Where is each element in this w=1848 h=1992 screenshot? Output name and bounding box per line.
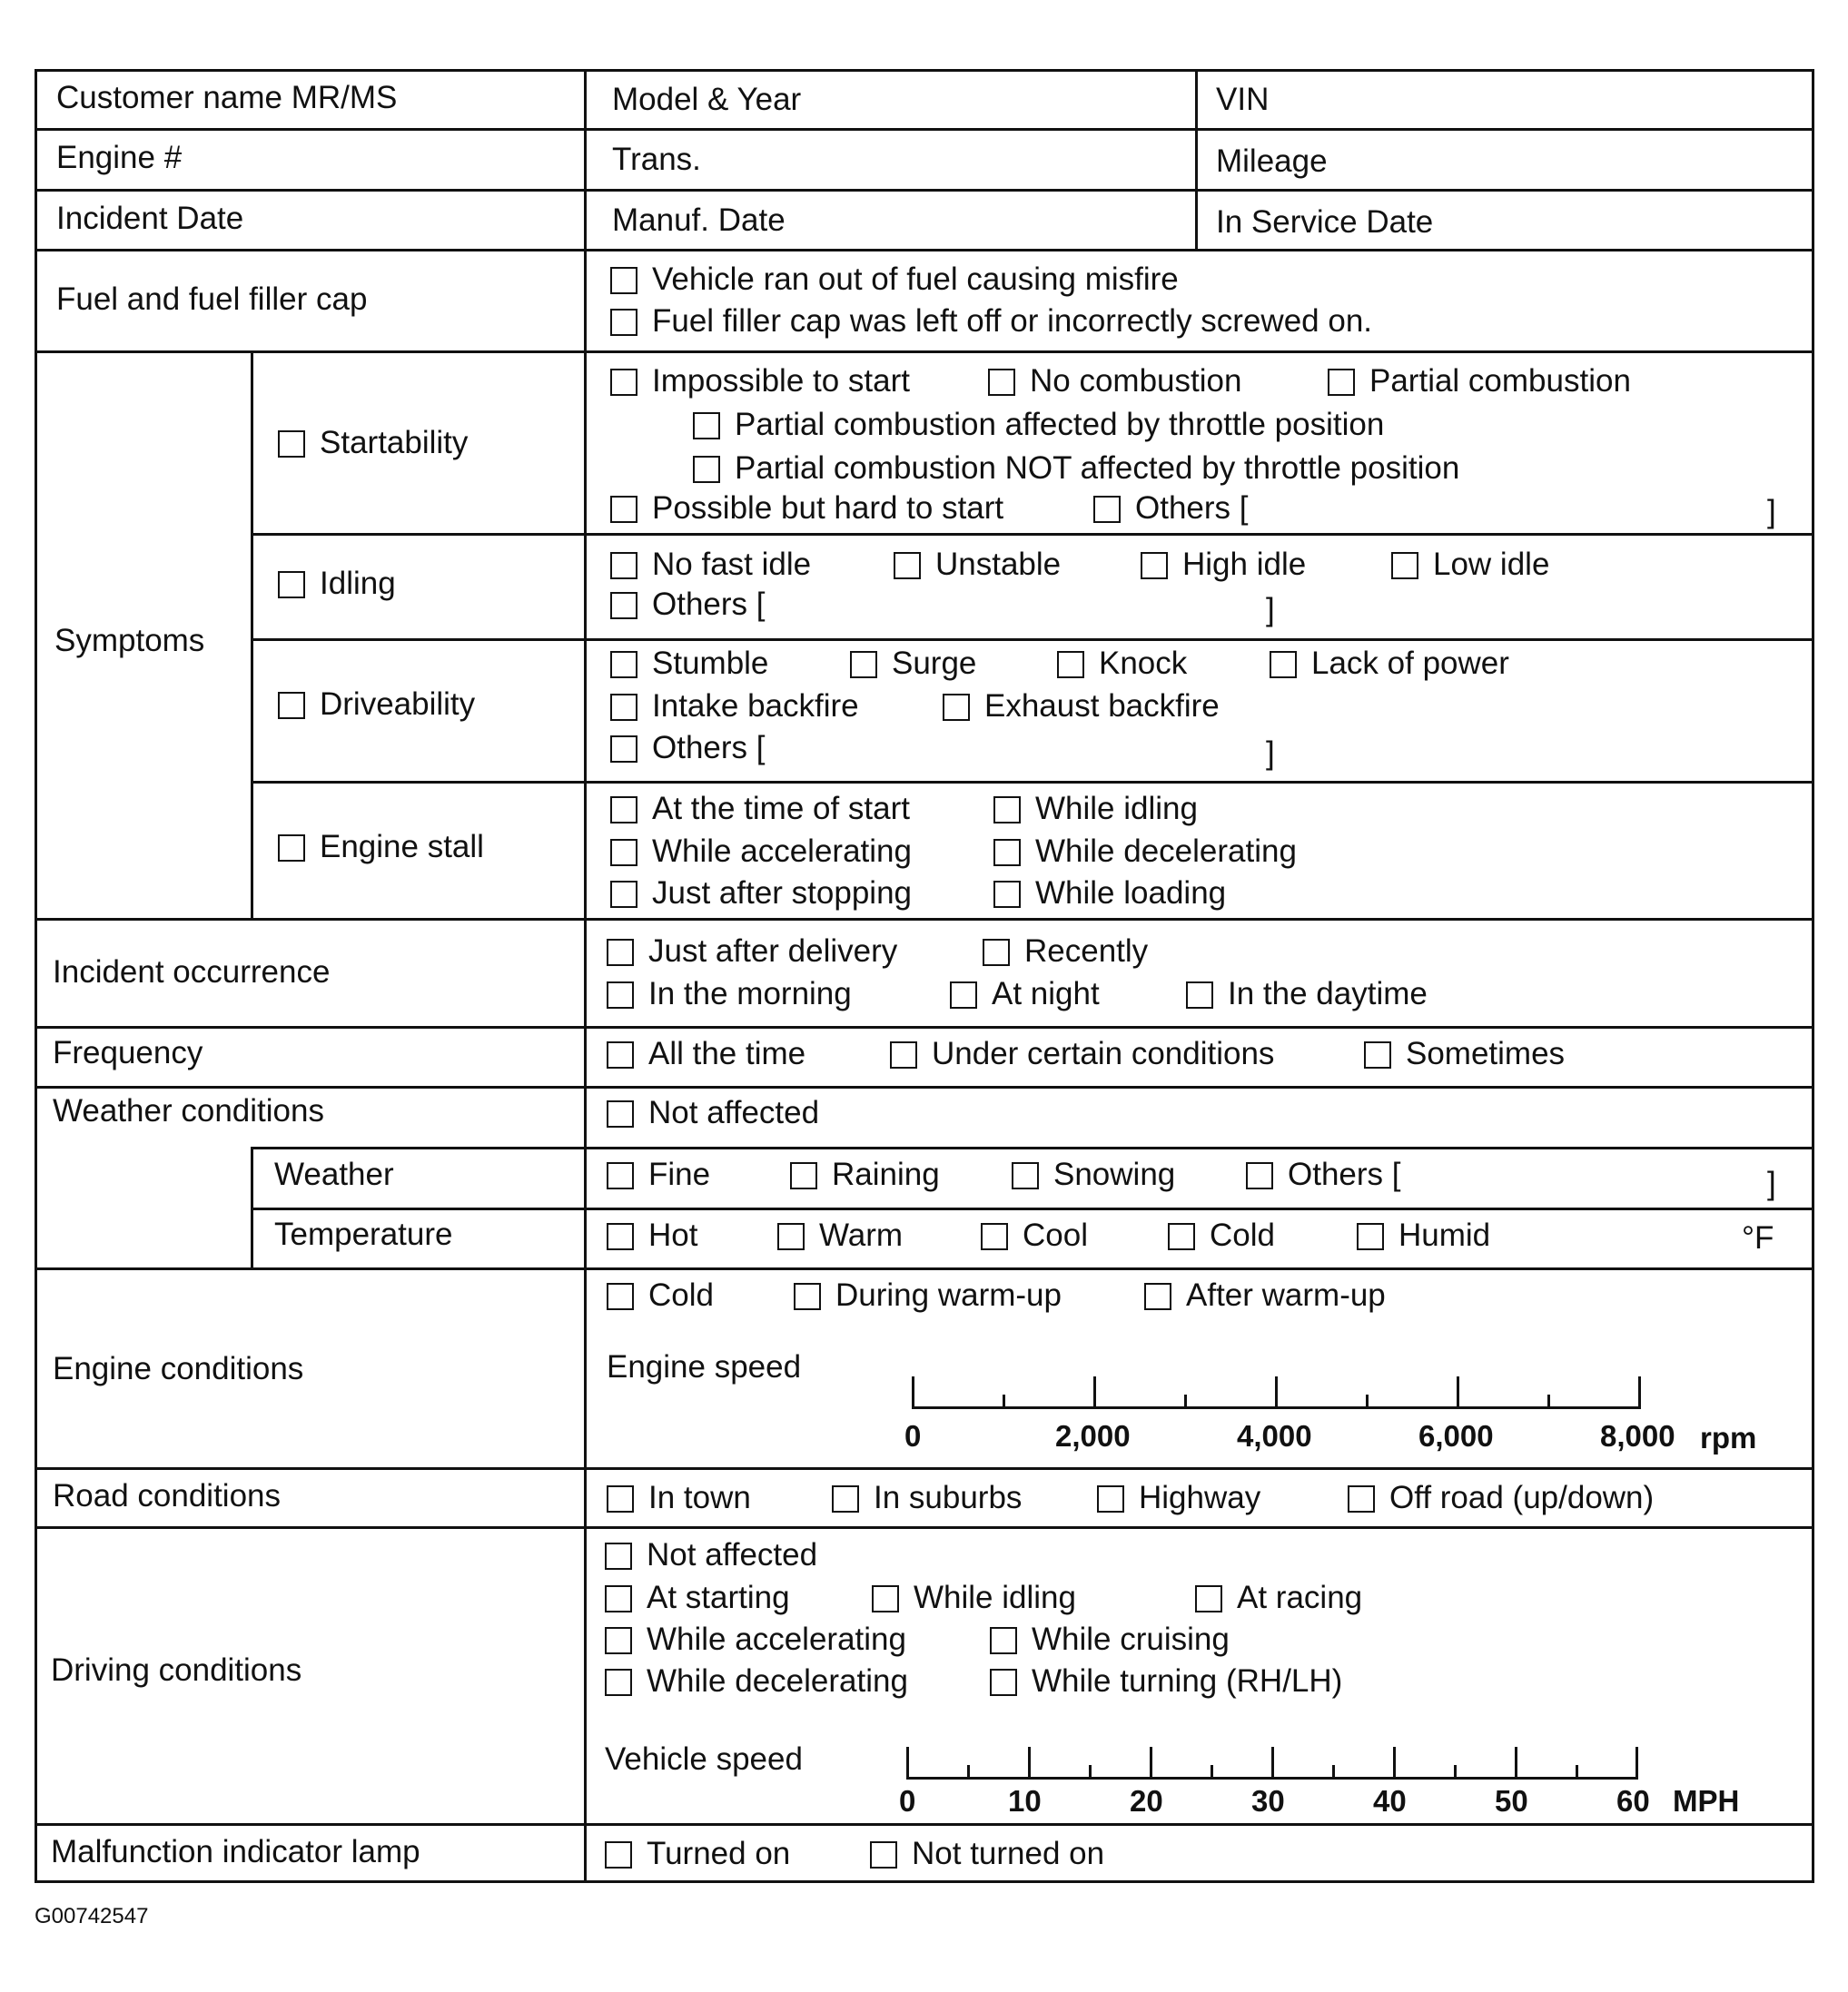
engine-stall-option-label: While decelerating — [1035, 833, 1297, 869]
engine-condition-checkbox[interactable] — [607, 1283, 634, 1310]
engine-stall-option-label: While loading — [1035, 875, 1227, 911]
driving-conditions-label: Driving conditions — [51, 1652, 302, 1688]
weather-others-label: Others [ — [1288, 1157, 1401, 1192]
engine-speed-major-tick — [1275, 1376, 1278, 1409]
closing-bracket: ] — [1767, 1166, 1776, 1201]
form-border-top — [35, 69, 1814, 72]
driveability-label: Driveability — [320, 686, 476, 722]
temperature-option-checkbox[interactable] — [981, 1223, 1008, 1250]
vehicle-speed-major-tick — [906, 1747, 909, 1780]
startability-option-checkbox[interactable] — [693, 456, 720, 483]
road-option-checkbox[interactable] — [832, 1485, 859, 1513]
row-rule — [35, 1267, 1814, 1270]
frequency-label: Frequency — [53, 1035, 203, 1070]
weather-option-checkbox[interactable] — [790, 1162, 817, 1189]
mil-option-label: Turned on — [647, 1836, 791, 1871]
startability-option-checkbox[interactable] — [1328, 369, 1355, 396]
fuel-option-checkbox[interactable] — [610, 267, 637, 294]
startability-label: Startability — [320, 425, 469, 460]
vehicle-speed-major-tick — [1271, 1747, 1274, 1780]
fuel-option-label: Fuel filler cap was left off or incorrectly screwed on. — [652, 303, 1373, 339]
driving-not-affected-checkbox[interactable] — [605, 1543, 632, 1570]
incident-option-checkbox[interactable] — [950, 981, 977, 1009]
temperature-label: Temperature — [274, 1217, 453, 1252]
row-rule — [35, 350, 1814, 353]
idling-others-label: Others [ — [652, 587, 766, 622]
engine-speed-tick-label: 8,000 — [1600, 1419, 1675, 1453]
vehicle-speed-major-tick — [1636, 1747, 1638, 1780]
driveability-option-label: Intake backfire — [652, 688, 859, 724]
idling-option-label: Low idle — [1433, 547, 1550, 582]
row-rule — [35, 128, 1814, 131]
temperature-option-label: Warm — [819, 1218, 904, 1253]
engine-speed-major-tick — [1457, 1376, 1459, 1409]
row-rule — [251, 638, 1814, 641]
model-year-label: Model & Year — [612, 82, 802, 117]
engine-speed-minor-tick — [1184, 1395, 1187, 1409]
weather-label: Weather — [274, 1157, 394, 1192]
vehicle-speed-major-tick — [1150, 1747, 1152, 1780]
driveability-option-checkbox[interactable] — [943, 694, 970, 721]
engine-speed-minor-tick — [1003, 1395, 1005, 1409]
row-rule — [584, 1147, 1814, 1149]
startability-option-label: Impossible to start — [652, 363, 910, 399]
mil-option-checkbox[interactable] — [870, 1841, 897, 1869]
engine-speed-major-tick — [1638, 1376, 1641, 1409]
startability-option-label: Possible but hard to start — [652, 490, 1004, 526]
idling-option-checkbox[interactable] — [894, 552, 921, 579]
weather-option-checkbox[interactable] — [607, 1162, 634, 1189]
incident-option-label: At night — [992, 976, 1100, 1011]
road-conditions-label: Road conditions — [53, 1478, 281, 1514]
driveability-option-checkbox[interactable] — [1057, 651, 1084, 678]
engine-speed-tick-label: 4,000 — [1237, 1419, 1312, 1453]
idling-others-checkbox[interactable] — [610, 592, 637, 619]
vehicle-speed-tick-label: 30 — [1251, 1784, 1285, 1818]
column-divider-header — [1195, 69, 1198, 251]
frequency-option-checkbox[interactable] — [890, 1041, 917, 1069]
incident-option-label: In the morning — [648, 976, 852, 1011]
row-rule — [35, 1823, 1814, 1826]
road-option-label: Off road (up/down) — [1389, 1480, 1655, 1515]
engine-speed-major-tick — [912, 1376, 914, 1409]
engine-stall-option-label: While accelerating — [652, 833, 912, 869]
mil-option-checkbox[interactable] — [605, 1841, 632, 1869]
driveability-checkbox[interactable] — [278, 692, 305, 719]
frequency-option-label: Under certain conditions — [932, 1036, 1275, 1071]
frequency-option-checkbox[interactable] — [1364, 1041, 1391, 1069]
form-border-bottom — [35, 1880, 1814, 1883]
weather-not-affected-checkbox[interactable] — [607, 1100, 634, 1128]
vehicle-speed-tick-label: 10 — [1008, 1784, 1042, 1818]
driveability-option-label: Lack of power — [1311, 646, 1509, 681]
in-service-date-label: In Service Date — [1216, 204, 1434, 240]
driving-option-label: While cruising — [1032, 1622, 1230, 1657]
row-rule — [35, 1467, 1814, 1470]
form-border-right — [1812, 69, 1814, 1883]
closing-bracket: ] — [1767, 494, 1776, 529]
road-option-label: In suburbs — [874, 1480, 1023, 1515]
diagnostic-questionnaire-form — [35, 69, 1814, 1883]
vehicle-speed-minor-tick — [1211, 1765, 1213, 1780]
mileage-label: Mileage — [1216, 143, 1328, 179]
engine-number-label: Engine # — [56, 140, 183, 175]
engine-condition-label: Cold — [648, 1277, 714, 1313]
vehicle-speed-minor-tick — [967, 1765, 970, 1780]
idling-option-checkbox[interactable] — [1141, 552, 1168, 579]
startability-option-label: No combustion — [1030, 363, 1242, 399]
incident-option-checkbox[interactable] — [1186, 981, 1213, 1009]
startability-others-checkbox[interactable] — [1093, 496, 1121, 523]
driveability-option-label: Stumble — [652, 646, 769, 681]
engine-speed-minor-tick — [1547, 1395, 1550, 1409]
form-border-left — [35, 69, 37, 1883]
vehicle-speed-tick-label: 20 — [1130, 1784, 1163, 1818]
driving-option-checkbox[interactable] — [990, 1627, 1017, 1654]
row-rule — [251, 533, 1814, 536]
engine-condition-checkbox[interactable] — [1144, 1283, 1171, 1310]
vehicle-speed-minor-tick — [1576, 1765, 1578, 1780]
driveability-option-checkbox[interactable] — [1270, 651, 1297, 678]
vehicle-speed-minor-tick — [1089, 1765, 1092, 1780]
row-rule — [251, 1208, 1814, 1210]
driving-option-checkbox[interactable] — [605, 1669, 632, 1696]
manuf-date-label: Manuf. Date — [612, 202, 786, 238]
road-option-checkbox[interactable] — [607, 1485, 634, 1513]
temperature-option-label: Humid — [1398, 1218, 1491, 1253]
road-option-checkbox[interactable] — [1348, 1485, 1375, 1513]
frequency-option-checkbox[interactable] — [607, 1041, 634, 1069]
engine-stall-option-checkbox[interactable] — [993, 881, 1021, 908]
fuel-option-label: Vehicle ran out of fuel causing misfire — [652, 261, 1179, 297]
idling-option-checkbox[interactable] — [1391, 552, 1418, 579]
figure-id: G00742547 — [35, 1904, 149, 1928]
temperature-unit: °F — [1742, 1220, 1774, 1256]
driving-option-label: While idling — [914, 1580, 1076, 1615]
row-rule — [251, 781, 1814, 784]
driveability-option-label: Knock — [1099, 646, 1188, 681]
frequency-option-label: Sometimes — [1406, 1036, 1566, 1071]
incident-occurrence-label: Incident occurrence — [53, 954, 331, 990]
closing-bracket: ] — [1266, 592, 1275, 627]
frequency-option-label: All the time — [648, 1036, 806, 1071]
engine-speed-label: Engine speed — [607, 1349, 802, 1385]
vehicle-speed-label: Vehicle speed — [605, 1741, 803, 1777]
weather-option-label: Snowing — [1053, 1157, 1176, 1192]
engine-stall-option-checkbox[interactable] — [993, 839, 1021, 866]
vehicle-speed-minor-tick — [1332, 1765, 1335, 1780]
engine-condition-label: After warm-up — [1186, 1277, 1386, 1313]
vehicle-speed-major-tick — [1515, 1747, 1517, 1780]
row-rule — [35, 918, 1814, 921]
symptoms-label: Symptoms — [54, 623, 205, 658]
engine-stall-option-checkbox[interactable] — [610, 796, 637, 823]
temperature-option-label: Hot — [648, 1218, 698, 1253]
vehicle-speed-tick-label: 60 — [1616, 1784, 1650, 1818]
driveability-option-label: Surge — [892, 646, 977, 681]
startability-option-label: Partial combustion NOT affected by throttle position — [735, 450, 1460, 486]
incident-option-checkbox[interactable] — [983, 939, 1010, 966]
mil-label: Malfunction indicator lamp — [51, 1834, 420, 1869]
row-rule — [35, 189, 1814, 192]
column-divider-symptoms — [251, 350, 253, 918]
driveability-others-label: Others [ — [652, 730, 766, 765]
customer-name-label: Customer name MR/MS — [56, 80, 398, 115]
driveability-option-checkbox[interactable] — [610, 694, 637, 721]
driving-option-checkbox[interactable] — [605, 1627, 632, 1654]
engine-stall-label: Engine stall — [320, 829, 484, 864]
temperature-option-checkbox[interactable] — [1357, 1223, 1384, 1250]
road-option-checkbox[interactable] — [1097, 1485, 1124, 1513]
vehicle-speed-unit: MPH — [1673, 1784, 1740, 1818]
weather-not-affected-label: Not affected — [648, 1095, 820, 1130]
driveability-option-checkbox[interactable] — [610, 651, 637, 678]
engine-stall-option-checkbox[interactable] — [993, 796, 1021, 823]
engine-speed-unit: rpm — [1700, 1421, 1757, 1455]
vehicle-speed-tick-label: 50 — [1495, 1784, 1528, 1818]
engine-speed-tick-label: 6,000 — [1418, 1419, 1494, 1453]
vehicle-speed-major-tick — [1028, 1747, 1031, 1780]
vehicle-speed-major-tick — [1393, 1747, 1396, 1780]
engine-stall-option-label: At the time of start — [652, 791, 910, 826]
driving-option-checkbox[interactable] — [1195, 1585, 1222, 1612]
driveability-option-label: Exhaust backfire — [984, 688, 1220, 724]
mil-option-label: Not turned on — [912, 1836, 1105, 1871]
engine-condition-checkbox[interactable] — [794, 1283, 821, 1310]
incident-option-checkbox[interactable] — [607, 939, 634, 966]
engine-stall-option-label: While idling — [1035, 791, 1198, 826]
row-rule — [35, 1086, 1814, 1089]
startability-others-label: Others [ — [1135, 490, 1249, 526]
incident-option-label: In the daytime — [1228, 976, 1428, 1011]
engine-speed-minor-tick — [1366, 1395, 1369, 1409]
road-option-label: Highway — [1139, 1480, 1261, 1515]
temperature-option-checkbox[interactable] — [777, 1223, 805, 1250]
idling-option-checkbox[interactable] — [610, 552, 637, 579]
closing-bracket: ] — [1266, 735, 1275, 771]
engine-stall-option-checkbox[interactable] — [610, 881, 637, 908]
trans-label: Trans. — [612, 142, 701, 177]
engine-condition-label: During warm-up — [835, 1277, 1062, 1313]
incident-option-label: Recently — [1024, 933, 1149, 969]
row-rule — [35, 249, 1814, 251]
vin-label: VIN — [1216, 82, 1270, 117]
engine-speed-major-tick — [1093, 1376, 1096, 1409]
startability-option-checkbox[interactable] — [988, 369, 1015, 396]
vehicle-speed-tick-label: 40 — [1373, 1784, 1407, 1818]
idling-option-label: No fast idle — [652, 547, 812, 582]
driving-option-checkbox[interactable] — [605, 1585, 632, 1612]
idling-label: Idling — [320, 566, 396, 601]
engine-speed-tick-label: 0 — [904, 1419, 922, 1453]
idling-option-label: Unstable — [935, 547, 1062, 582]
incident-date-label: Incident Date — [56, 201, 244, 236]
weather-option-label: Raining — [832, 1157, 940, 1192]
driving-option-label: At starting — [647, 1580, 790, 1615]
engine-stall-checkbox[interactable] — [278, 834, 305, 862]
temperature-option-label: Cold — [1210, 1218, 1275, 1253]
row-rule — [35, 1526, 1814, 1529]
startability-checkbox[interactable] — [278, 430, 305, 458]
driving-option-checkbox[interactable] — [990, 1669, 1017, 1696]
driving-option-label: While accelerating — [647, 1622, 906, 1657]
driving-not-affected-label: Not affected — [647, 1537, 818, 1573]
engine-stall-option-label: Just after stopping — [652, 875, 912, 911]
driving-option-label: While turning (RH/LH) — [1032, 1663, 1343, 1699]
temperature-option-checkbox[interactable] — [607, 1223, 634, 1250]
idling-option-label: High idle — [1182, 547, 1307, 582]
startability-option-label: Partial combustion — [1369, 363, 1631, 399]
weather-conditions-label: Weather conditions — [53, 1093, 324, 1129]
fuel-option-checkbox[interactable] — [610, 309, 637, 336]
weather-option-label: Fine — [648, 1157, 711, 1192]
startability-option-checkbox[interactable] — [610, 496, 637, 523]
weather-others-checkbox[interactable] — [1246, 1162, 1273, 1189]
temperature-option-label: Cool — [1023, 1218, 1088, 1253]
incident-option-label: Just after delivery — [648, 933, 898, 969]
driving-option-label: At racing — [1237, 1580, 1363, 1615]
engine-stall-option-checkbox[interactable] — [610, 839, 637, 866]
idling-checkbox[interactable] — [278, 571, 305, 598]
driving-option-checkbox[interactable] — [872, 1585, 899, 1612]
fuel-label: Fuel and fuel filler cap — [56, 281, 368, 317]
vehicle-speed-minor-tick — [1454, 1765, 1457, 1780]
vehicle-speed-tick-label: 0 — [899, 1784, 916, 1818]
driveability-option-checkbox[interactable] — [850, 651, 877, 678]
startability-option-checkbox[interactable] — [693, 412, 720, 439]
driveability-others-checkbox[interactable] — [610, 735, 637, 763]
row-rule — [35, 1026, 1814, 1029]
startability-option-checkbox[interactable] — [610, 369, 637, 396]
temperature-option-checkbox[interactable] — [1168, 1223, 1195, 1250]
startability-option-label: Partial combustion affected by throttle position — [735, 407, 1385, 442]
weather-option-checkbox[interactable] — [1012, 1162, 1039, 1189]
engine-conditions-label: Engine conditions — [53, 1351, 304, 1386]
incident-option-checkbox[interactable] — [607, 981, 634, 1009]
driving-option-label: While decelerating — [647, 1663, 908, 1699]
road-option-label: In town — [648, 1480, 751, 1515]
column-divider-main — [584, 69, 587, 1883]
engine-speed-tick-label: 2,000 — [1055, 1419, 1131, 1453]
